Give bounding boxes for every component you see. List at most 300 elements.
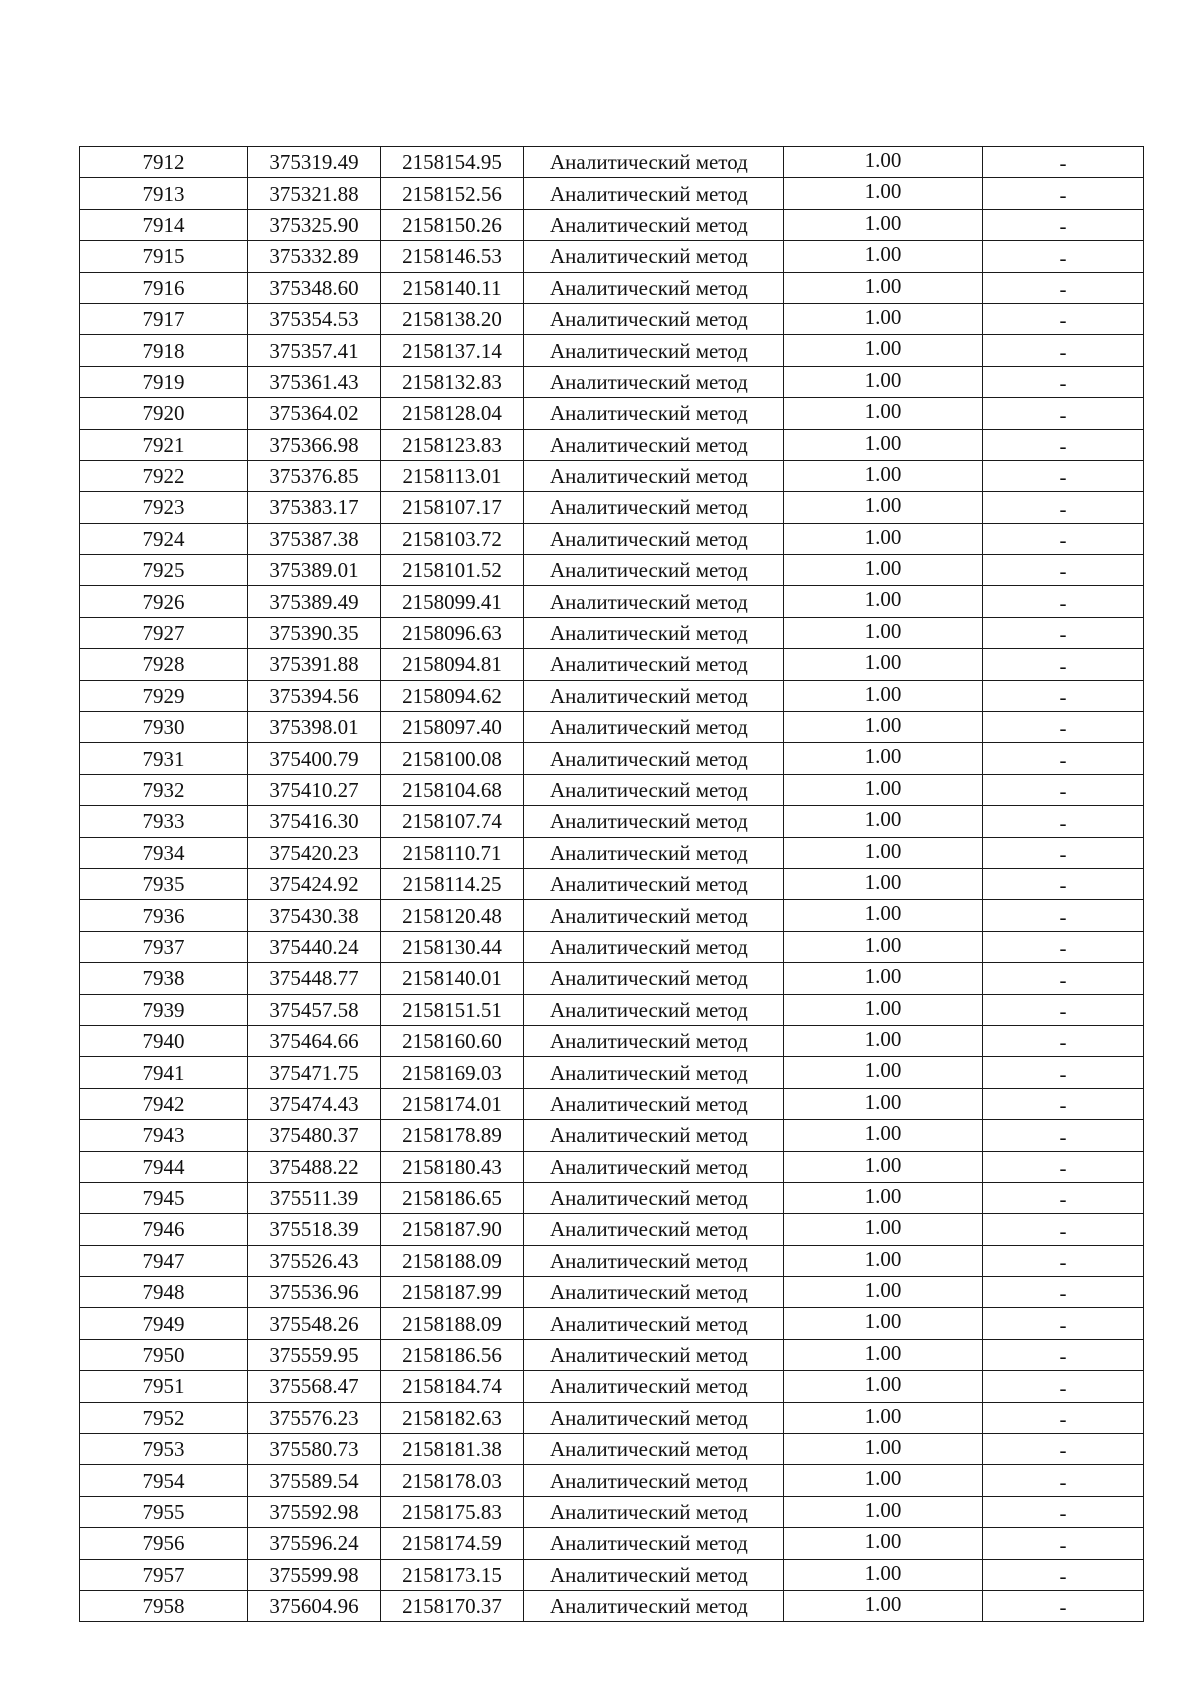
description-cell: - xyxy=(983,209,1144,240)
table-row xyxy=(80,1214,1144,1245)
y-coordinate-cell: 2158154.95 xyxy=(381,147,524,178)
method-cell: Аналитический метод xyxy=(524,523,784,554)
method-cell: Аналитический метод xyxy=(524,1434,784,1465)
point-number-cell: 7928 xyxy=(80,649,248,680)
method-cell: Аналитический метод xyxy=(524,774,784,805)
accuracy-cell: 1.00 xyxy=(784,555,983,586)
x-coordinate-cell: 375390.35 xyxy=(248,617,381,648)
x-coordinate-cell: 375398.01 xyxy=(248,712,381,743)
description-cell: - xyxy=(983,712,1144,743)
y-coordinate-cell: 2158132.83 xyxy=(381,366,524,397)
description-cell: - xyxy=(983,1559,1144,1590)
accuracy-cell: 1.00 xyxy=(784,680,983,711)
method-cell: Аналитический метод xyxy=(524,994,784,1025)
description-cell: - xyxy=(983,492,1144,523)
x-coordinate-cell: 375416.30 xyxy=(248,806,381,837)
table-row xyxy=(80,335,1144,366)
accuracy-cell: 1.00 xyxy=(784,429,983,460)
description-cell: - xyxy=(983,963,1144,994)
point-number-cell: 7942 xyxy=(80,1088,248,1119)
x-coordinate-cell: 375536.96 xyxy=(248,1277,381,1308)
table-row xyxy=(80,1088,1144,1119)
description-cell: - xyxy=(983,1025,1144,1056)
y-coordinate-cell: 2158150.26 xyxy=(381,209,524,240)
x-coordinate-cell: 375361.43 xyxy=(248,366,381,397)
table-row xyxy=(80,1245,1144,1276)
x-coordinate-cell: 375580.73 xyxy=(248,1434,381,1465)
method-cell: Аналитический метод xyxy=(524,712,784,743)
method-cell: Аналитический метод xyxy=(524,555,784,586)
point-number-cell: 7925 xyxy=(80,555,248,586)
x-coordinate-cell: 375389.01 xyxy=(248,555,381,586)
point-number-cell: 7940 xyxy=(80,1025,248,1056)
table-row xyxy=(80,1402,1144,1433)
method-cell: Аналитический метод xyxy=(524,209,784,240)
table-row xyxy=(80,1559,1144,1590)
table-row xyxy=(80,366,1144,397)
y-coordinate-cell: 2158181.38 xyxy=(381,1434,524,1465)
description-cell: - xyxy=(983,1371,1144,1402)
y-coordinate-cell: 2158182.63 xyxy=(381,1402,524,1433)
method-cell: Аналитический метод xyxy=(524,366,784,397)
x-coordinate-cell: 375364.02 xyxy=(248,398,381,429)
method-cell: Аналитический метод xyxy=(524,1245,784,1276)
accuracy-cell: 1.00 xyxy=(784,335,983,366)
x-coordinate-cell: 375518.39 xyxy=(248,1214,381,1245)
description-cell: - xyxy=(983,1496,1144,1527)
y-coordinate-cell: 2158101.52 xyxy=(381,555,524,586)
description-cell: - xyxy=(983,1528,1144,1559)
table-row xyxy=(80,1277,1144,1308)
method-cell: Аналитический метод xyxy=(524,1559,784,1590)
point-number-cell: 7939 xyxy=(80,994,248,1025)
method-cell: Аналитический метод xyxy=(524,1151,784,1182)
table-row xyxy=(80,1339,1144,1370)
x-coordinate-cell: 375448.77 xyxy=(248,963,381,994)
y-coordinate-cell: 2158107.17 xyxy=(381,492,524,523)
x-coordinate-cell: 375420.23 xyxy=(248,837,381,868)
x-coordinate-cell: 375596.24 xyxy=(248,1528,381,1559)
description-cell: - xyxy=(983,1434,1144,1465)
method-cell: Аналитический метод xyxy=(524,1308,784,1339)
x-coordinate-cell: 375488.22 xyxy=(248,1151,381,1182)
accuracy-cell: 1.00 xyxy=(784,963,983,994)
method-cell: Аналитический метод xyxy=(524,1214,784,1245)
accuracy-cell: 1.00 xyxy=(784,837,983,868)
description-cell: - xyxy=(983,523,1144,554)
y-coordinate-cell: 2158110.71 xyxy=(381,837,524,868)
point-number-cell: 7926 xyxy=(80,586,248,617)
accuracy-cell: 1.00 xyxy=(784,1371,983,1402)
accuracy-cell: 1.00 xyxy=(784,1339,983,1370)
point-number-cell: 7949 xyxy=(80,1308,248,1339)
point-number-cell: 7952 xyxy=(80,1402,248,1433)
x-coordinate-cell: 375511.39 xyxy=(248,1182,381,1213)
table-row xyxy=(80,303,1144,334)
point-number-cell: 7955 xyxy=(80,1496,248,1527)
table-row xyxy=(80,1182,1144,1213)
point-number-cell: 7956 xyxy=(80,1528,248,1559)
point-number-cell: 7946 xyxy=(80,1214,248,1245)
method-cell: Аналитический метод xyxy=(524,1182,784,1213)
table-row xyxy=(80,1151,1144,1182)
method-cell: Аналитический метод xyxy=(524,649,784,680)
accuracy-cell: 1.00 xyxy=(784,774,983,805)
y-coordinate-cell: 2158099.41 xyxy=(381,586,524,617)
description-cell: - xyxy=(983,429,1144,460)
description-cell: - xyxy=(983,178,1144,209)
point-number-cell: 7934 xyxy=(80,837,248,868)
x-coordinate-cell: 375526.43 xyxy=(248,1245,381,1276)
accuracy-cell: 1.00 xyxy=(784,1182,983,1213)
accuracy-cell: 1.00 xyxy=(784,398,983,429)
x-coordinate-cell: 375604.96 xyxy=(248,1590,381,1621)
description-cell: - xyxy=(983,1088,1144,1119)
accuracy-cell: 1.00 xyxy=(784,147,983,178)
description-cell: - xyxy=(983,1151,1144,1182)
method-cell: Аналитический метод xyxy=(524,1528,784,1559)
accuracy-cell: 1.00 xyxy=(784,272,983,303)
y-coordinate-cell: 2158169.03 xyxy=(381,1057,524,1088)
description-cell: - xyxy=(983,460,1144,491)
method-cell: Аналитический метод xyxy=(524,303,784,334)
accuracy-cell: 1.00 xyxy=(784,209,983,240)
method-cell: Аналитический метод xyxy=(524,1465,784,1496)
point-number-cell: 7921 xyxy=(80,429,248,460)
point-number-cell: 7954 xyxy=(80,1465,248,1496)
table-body xyxy=(80,147,1144,1622)
method-cell: Аналитический метод xyxy=(524,680,784,711)
point-number-cell: 7947 xyxy=(80,1245,248,1276)
x-coordinate-cell: 375348.60 xyxy=(248,272,381,303)
table-row xyxy=(80,963,1144,994)
y-coordinate-cell: 2158186.56 xyxy=(381,1339,524,1370)
table-row xyxy=(80,460,1144,491)
y-coordinate-cell: 2158184.74 xyxy=(381,1371,524,1402)
description-cell: - xyxy=(983,837,1144,868)
x-coordinate-cell: 375357.41 xyxy=(248,335,381,366)
y-coordinate-cell: 2158096.63 xyxy=(381,617,524,648)
method-cell: Аналитический метод xyxy=(524,900,784,931)
accuracy-cell: 1.00 xyxy=(784,1496,983,1527)
y-coordinate-cell: 2158137.14 xyxy=(381,335,524,366)
y-coordinate-cell: 2158188.09 xyxy=(381,1245,524,1276)
point-number-cell: 7944 xyxy=(80,1151,248,1182)
description-cell: - xyxy=(983,680,1144,711)
y-coordinate-cell: 2158123.83 xyxy=(381,429,524,460)
accuracy-cell: 1.00 xyxy=(784,1402,983,1433)
table-row xyxy=(80,1528,1144,1559)
method-cell: Аналитический метод xyxy=(524,272,784,303)
table-row xyxy=(80,868,1144,899)
x-coordinate-cell: 375394.56 xyxy=(248,680,381,711)
accuracy-cell: 1.00 xyxy=(784,303,983,334)
accuracy-cell: 1.00 xyxy=(784,868,983,899)
point-number-cell: 7945 xyxy=(80,1182,248,1213)
description-cell: - xyxy=(983,241,1144,272)
point-number-cell: 7913 xyxy=(80,178,248,209)
description-cell: - xyxy=(983,147,1144,178)
table-row xyxy=(80,178,1144,209)
method-cell: Аналитический метод xyxy=(524,1402,784,1433)
accuracy-cell: 1.00 xyxy=(784,492,983,523)
table-row xyxy=(80,429,1144,460)
table-row xyxy=(80,492,1144,523)
table-row xyxy=(80,1025,1144,1056)
method-cell: Аналитический метод xyxy=(524,1088,784,1119)
method-cell: Аналитический метод xyxy=(524,1496,784,1527)
y-coordinate-cell: 2158103.72 xyxy=(381,523,524,554)
description-cell: - xyxy=(983,555,1144,586)
point-number-cell: 7929 xyxy=(80,680,248,711)
point-number-cell: 7958 xyxy=(80,1590,248,1621)
x-coordinate-cell: 375430.38 xyxy=(248,900,381,931)
table-row xyxy=(80,272,1144,303)
accuracy-cell: 1.00 xyxy=(784,1590,983,1621)
point-number-cell: 7938 xyxy=(80,963,248,994)
description-cell: - xyxy=(983,743,1144,774)
point-number-cell: 7932 xyxy=(80,774,248,805)
x-coordinate-cell: 375457.58 xyxy=(248,994,381,1025)
description-cell: - xyxy=(983,868,1144,899)
accuracy-cell: 1.00 xyxy=(784,617,983,648)
method-cell: Аналитический метод xyxy=(524,1339,784,1370)
point-number-cell: 7935 xyxy=(80,868,248,899)
method-cell: Аналитический метод xyxy=(524,335,784,366)
x-coordinate-cell: 375319.49 xyxy=(248,147,381,178)
x-coordinate-cell: 375400.79 xyxy=(248,743,381,774)
description-cell: - xyxy=(983,806,1144,837)
point-number-cell: 7941 xyxy=(80,1057,248,1088)
y-coordinate-cell: 2158114.25 xyxy=(381,868,524,899)
description-cell: - xyxy=(983,335,1144,366)
y-coordinate-cell: 2158180.43 xyxy=(381,1151,524,1182)
point-number-cell: 7918 xyxy=(80,335,248,366)
x-coordinate-cell: 375480.37 xyxy=(248,1120,381,1151)
x-coordinate-cell: 375325.90 xyxy=(248,209,381,240)
y-coordinate-cell: 2158178.03 xyxy=(381,1465,524,1496)
description-cell: - xyxy=(983,1182,1144,1213)
point-number-cell: 7931 xyxy=(80,743,248,774)
table-row xyxy=(80,1308,1144,1339)
coordinates-table xyxy=(79,146,1144,1622)
method-cell: Аналитический метод xyxy=(524,1025,784,1056)
y-coordinate-cell: 2158151.51 xyxy=(381,994,524,1025)
point-number-cell: 7924 xyxy=(80,523,248,554)
method-cell: Аналитический метод xyxy=(524,1590,784,1621)
point-number-cell: 7953 xyxy=(80,1434,248,1465)
y-coordinate-cell: 2158152.56 xyxy=(381,178,524,209)
x-coordinate-cell: 375599.98 xyxy=(248,1559,381,1590)
table-row xyxy=(80,555,1144,586)
y-coordinate-cell: 2158186.65 xyxy=(381,1182,524,1213)
accuracy-cell: 1.00 xyxy=(784,178,983,209)
table-row xyxy=(80,147,1144,178)
description-cell: - xyxy=(983,1277,1144,1308)
x-coordinate-cell: 375576.23 xyxy=(248,1402,381,1433)
method-cell: Аналитический метод xyxy=(524,178,784,209)
table-row xyxy=(80,398,1144,429)
x-coordinate-cell: 375321.88 xyxy=(248,178,381,209)
point-number-cell: 7957 xyxy=(80,1559,248,1590)
method-cell: Аналитический метод xyxy=(524,492,784,523)
table-row xyxy=(80,523,1144,554)
y-coordinate-cell: 2158187.99 xyxy=(381,1277,524,1308)
y-coordinate-cell: 2158187.90 xyxy=(381,1214,524,1245)
description-cell: - xyxy=(983,1120,1144,1151)
y-coordinate-cell: 2158128.04 xyxy=(381,398,524,429)
table-row xyxy=(80,649,1144,680)
y-coordinate-cell: 2158175.83 xyxy=(381,1496,524,1527)
table-row xyxy=(80,1590,1144,1621)
y-coordinate-cell: 2158107.74 xyxy=(381,806,524,837)
accuracy-cell: 1.00 xyxy=(784,1434,983,1465)
point-number-cell: 7950 xyxy=(80,1339,248,1370)
table-row xyxy=(80,241,1144,272)
description-cell: - xyxy=(983,900,1144,931)
point-number-cell: 7937 xyxy=(80,931,248,962)
accuracy-cell: 1.00 xyxy=(784,1465,983,1496)
table-row xyxy=(80,774,1144,805)
method-cell: Аналитический метод xyxy=(524,1057,784,1088)
point-number-cell: 7951 xyxy=(80,1371,248,1402)
accuracy-cell: 1.00 xyxy=(784,1308,983,1339)
accuracy-cell: 1.00 xyxy=(784,460,983,491)
x-coordinate-cell: 375568.47 xyxy=(248,1371,381,1402)
description-cell: - xyxy=(983,1339,1144,1370)
accuracy-cell: 1.00 xyxy=(784,1151,983,1182)
accuracy-cell: 1.00 xyxy=(784,994,983,1025)
method-cell: Аналитический метод xyxy=(524,147,784,178)
y-coordinate-cell: 2158094.62 xyxy=(381,680,524,711)
x-coordinate-cell: 375589.54 xyxy=(248,1465,381,1496)
method-cell: Аналитический метод xyxy=(524,617,784,648)
table-row xyxy=(80,1057,1144,1088)
description-cell: - xyxy=(983,272,1144,303)
x-coordinate-cell: 375440.24 xyxy=(248,931,381,962)
method-cell: Аналитический метод xyxy=(524,963,784,994)
description-cell: - xyxy=(983,1057,1144,1088)
description-cell: - xyxy=(983,586,1144,617)
x-coordinate-cell: 375387.38 xyxy=(248,523,381,554)
x-coordinate-cell: 375410.27 xyxy=(248,774,381,805)
accuracy-cell: 1.00 xyxy=(784,241,983,272)
description-cell: - xyxy=(983,649,1144,680)
method-cell: Аналитический метод xyxy=(524,1371,784,1402)
table-row xyxy=(80,994,1144,1025)
x-coordinate-cell: 375389.49 xyxy=(248,586,381,617)
point-number-cell: 7916 xyxy=(80,272,248,303)
x-coordinate-cell: 375559.95 xyxy=(248,1339,381,1370)
y-coordinate-cell: 2158173.15 xyxy=(381,1559,524,1590)
point-number-cell: 7948 xyxy=(80,1277,248,1308)
description-cell: - xyxy=(983,1308,1144,1339)
accuracy-cell: 1.00 xyxy=(784,586,983,617)
x-coordinate-cell: 375332.89 xyxy=(248,241,381,272)
description-cell: - xyxy=(983,1465,1144,1496)
method-cell: Аналитический метод xyxy=(524,743,784,774)
y-coordinate-cell: 2158178.89 xyxy=(381,1120,524,1151)
x-coordinate-cell: 375592.98 xyxy=(248,1496,381,1527)
accuracy-cell: 1.00 xyxy=(784,1214,983,1245)
y-coordinate-cell: 2158174.01 xyxy=(381,1088,524,1119)
table-row xyxy=(80,806,1144,837)
y-coordinate-cell: 2158188.09 xyxy=(381,1308,524,1339)
method-cell: Аналитический метод xyxy=(524,806,784,837)
y-coordinate-cell: 2158100.08 xyxy=(381,743,524,774)
description-cell: - xyxy=(983,398,1144,429)
description-cell: - xyxy=(983,617,1144,648)
point-number-cell: 7933 xyxy=(80,806,248,837)
table-row xyxy=(80,837,1144,868)
x-coordinate-cell: 375474.43 xyxy=(248,1088,381,1119)
point-number-cell: 7930 xyxy=(80,712,248,743)
accuracy-cell: 1.00 xyxy=(784,366,983,397)
point-number-cell: 7943 xyxy=(80,1120,248,1151)
accuracy-cell: 1.00 xyxy=(784,743,983,774)
accuracy-cell: 1.00 xyxy=(784,900,983,931)
description-cell: - xyxy=(983,994,1144,1025)
table-row xyxy=(80,1434,1144,1465)
method-cell: Аналитический метод xyxy=(524,1120,784,1151)
table-row xyxy=(80,586,1144,617)
point-number-cell: 7915 xyxy=(80,241,248,272)
point-number-cell: 7936 xyxy=(80,900,248,931)
y-coordinate-cell: 2158138.20 xyxy=(381,303,524,334)
accuracy-cell: 1.00 xyxy=(784,931,983,962)
accuracy-cell: 1.00 xyxy=(784,1559,983,1590)
y-coordinate-cell: 2158174.59 xyxy=(381,1528,524,1559)
accuracy-cell: 1.00 xyxy=(784,806,983,837)
point-number-cell: 7912 xyxy=(80,147,248,178)
y-coordinate-cell: 2158113.01 xyxy=(381,460,524,491)
point-number-cell: 7923 xyxy=(80,492,248,523)
x-coordinate-cell: 375376.85 xyxy=(248,460,381,491)
point-number-cell: 7927 xyxy=(80,617,248,648)
accuracy-cell: 1.00 xyxy=(784,712,983,743)
method-cell: Аналитический метод xyxy=(524,398,784,429)
description-cell: - xyxy=(983,1245,1144,1276)
y-coordinate-cell: 2158146.53 xyxy=(381,241,524,272)
accuracy-cell: 1.00 xyxy=(784,1025,983,1056)
method-cell: Аналитический метод xyxy=(524,931,784,962)
description-cell: - xyxy=(983,931,1144,962)
table-row xyxy=(80,743,1144,774)
accuracy-cell: 1.00 xyxy=(784,523,983,554)
accuracy-cell: 1.00 xyxy=(784,1120,983,1151)
y-coordinate-cell: 2158130.44 xyxy=(381,931,524,962)
table-row xyxy=(80,680,1144,711)
accuracy-cell: 1.00 xyxy=(784,1088,983,1119)
y-coordinate-cell: 2158120.48 xyxy=(381,900,524,931)
x-coordinate-cell: 375464.66 xyxy=(248,1025,381,1056)
table-row xyxy=(80,209,1144,240)
point-number-cell: 7914 xyxy=(80,209,248,240)
method-cell: Аналитический метод xyxy=(524,586,784,617)
method-cell: Аналитический метод xyxy=(524,460,784,491)
x-coordinate-cell: 375354.53 xyxy=(248,303,381,334)
method-cell: Аналитический метод xyxy=(524,837,784,868)
description-cell: - xyxy=(983,1214,1144,1245)
accuracy-cell: 1.00 xyxy=(784,1528,983,1559)
point-number-cell: 7920 xyxy=(80,398,248,429)
y-coordinate-cell: 2158097.40 xyxy=(381,712,524,743)
description-cell: - xyxy=(983,1402,1144,1433)
table-row xyxy=(80,1371,1144,1402)
x-coordinate-cell: 375391.88 xyxy=(248,649,381,680)
point-number-cell: 7917 xyxy=(80,303,248,334)
description-cell: - xyxy=(983,366,1144,397)
